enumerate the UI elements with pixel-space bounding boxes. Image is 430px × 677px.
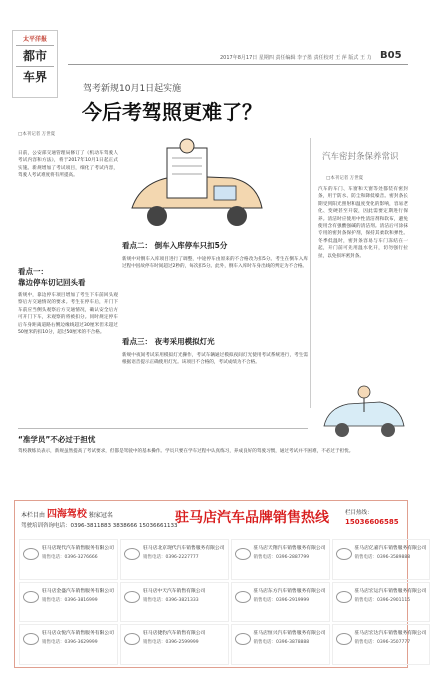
dealer-phone: 销售电话：0396-3816999 — [42, 597, 98, 603]
dealer-phone: 销售电话：0396-2599999 — [142, 640, 199, 646]
dealer-logo-icon — [23, 548, 39, 560]
dealer-logo-icon — [336, 633, 352, 645]
dealer-card — [332, 624, 430, 665]
section-2-title — [122, 240, 227, 251]
dealer-logo-icon — [124, 591, 140, 603]
section-2-label: 看点二： — [122, 241, 152, 250]
dealer-phone: 销售电话：0396-3589888 — [354, 555, 411, 560]
dealer-name: 驻马店现代汽车销售服务有限公司 — [42, 546, 114, 551]
article-kicker: 驾考新规10月1日起实施 — [83, 84, 182, 94]
dealer-card — [231, 539, 330, 580]
ad-hotline-label: 栏目热线： — [345, 510, 373, 516]
car-seal-illustration — [318, 378, 410, 444]
dealer-name: 驻马店宏达汽车销售服务有限公司 — [354, 631, 427, 637]
dealer-card — [332, 539, 430, 580]
issue-meta: 2017年8月17日 星期四 责任编辑 李子墨 责任校对 王 萍 版式 王 力 — [220, 55, 372, 61]
dealer-logo-icon — [235, 633, 251, 645]
ad-hotline-number: 15036606585 — [345, 518, 399, 526]
dealer-name: 驻马店亿嘉汽车销售服务有限公司 — [354, 546, 427, 551]
dealer-ad — [14, 500, 427, 668]
dealer-name: 驻马店中天汽车销售有限公司 — [142, 588, 206, 594]
ad-school-phone: 驾驶培训咨询电话：0396-3811883 3838666 15036661133 — [21, 523, 178, 529]
section-1-text: 新规中，靠边停车项目增加了考生下车前回头观察后方交通情况的要求。考生在停车后，开门下车前应当侧头观察后方交通情况，确认安全后方可开门下车，未观察的将被扣分。同时规定停车后车身距离道路右侧边缘线超过30厘米但未超过50厘米的扣10分，超过50厘米的不合格。 — [18, 293, 118, 336]
dealer-phone: 销售电话：0396-3507777 — [354, 640, 411, 646]
dealer-name: 驻马店东方汽车销售服务有限公司 — [253, 588, 326, 594]
column-divider — [310, 138, 311, 408]
ad-hotline — [345, 509, 399, 527]
section-name-1: 都市 — [22, 49, 47, 63]
dealer-phone: 销售电话：0396-2901115 — [354, 597, 411, 603]
logo-divider — [16, 45, 54, 46]
dealer-name: 驻马店捷豹汽车销售有限公司 — [142, 631, 206, 637]
dealer-phone: 销售电话：0396-3629999 — [42, 640, 98, 646]
ad-sponsor-suffix: 独家冠名 — [88, 512, 113, 519]
section-1-subtitle: 靠边停车切记回头看 — [18, 278, 86, 287]
article-headline: 今后考驾照更难了？ — [82, 100, 262, 124]
quote-text: 驾校教练员表示，新规虽然提高了考试要求，但都是驾驶中的基本操作。学员只要在学车过程中认真练习，养成良好的驾驶习惯，通过考试并不困难，不必过于担忧。 — [18, 449, 354, 454]
dealer-card — [120, 539, 229, 580]
sidebar-byline: □本刊记者 万世夏 — [326, 176, 364, 181]
dealer-card — [120, 582, 229, 623]
dealer-name: 驻马店北京现代汽车销售服务有限公司 — [142, 546, 225, 551]
section-1-label: 看点一： — [18, 267, 48, 276]
section-3-text: 新规中夜间考试采用模拟灯光操作，考试车辆通过模拟夜间灯光使用考试系统进行，考生需根据语音提示正确使用灯光。该项目不合格的，考试成绩为不合格。 — [122, 353, 308, 366]
section-2-text: 新规中对倒车入库项目进行了调整，中途停车由原来的不合格改为扣5分。考生在倒车入库过程中因故停车时间超过2秒的，每次扣5分。此外，倒车入库时车身出线的判定为不合格。 — [122, 257, 308, 270]
article-intro: 日前，公安部交通管理局修订了《机动车驾驶人考试内容和方法》，将于2017年10月1日起正式实施。新规增加了考试项目，细化了考试内容，驾驶人考试难度将有所提高。 — [18, 151, 118, 179]
dealer-phone: 销售电话：0396-3276666 — [42, 555, 98, 560]
ad-headline: 驻马店汽车品牌销售热线 — [175, 510, 329, 526]
dealer-card — [332, 582, 430, 623]
dealer-card — [19, 582, 118, 623]
section-3-label: 看点三： — [122, 337, 152, 346]
dealer-logo-icon — [235, 548, 251, 560]
dealer-phone: 销售电话：0396-3821333 — [142, 597, 199, 603]
dealer-grid — [19, 539, 427, 665]
section-1-title — [18, 266, 48, 277]
ad-header — [15, 501, 407, 537]
quote-rule — [18, 428, 308, 429]
dealer-name: 驻马店众悦汽车销售服务有限公司 — [42, 631, 114, 637]
dealer-name: 驻马店宏运汽车销售服务有限公司 — [354, 588, 427, 594]
section-2-subtitle: 倒车入库停车只扣5分 — [154, 241, 228, 250]
ad-sponsor-prefix: 本栏目由 — [21, 512, 46, 519]
header-rule — [68, 64, 408, 65]
logo-divider — [16, 66, 54, 67]
dealer-name: 驻马店金盛汽车销售服务有限公司 — [42, 588, 114, 594]
paper-name: 太平洋报 — [22, 36, 47, 43]
page-number: B05 — [380, 50, 402, 61]
dealer-logo-icon — [235, 591, 251, 603]
dealer-card — [231, 624, 330, 665]
ad-sponsor — [21, 505, 113, 520]
ad-sponsor-name: 四海驾校 — [46, 509, 87, 520]
dealer-card — [19, 539, 118, 580]
sidebar-text: 汽车的车门、车窗和天窗等处都装有密封条，用于防水、防尘和降低噪音。密封条长期受到阳光照射和温度变化的影响，容易老化、变硬甚至开裂，因此需要定期进行保养。清洁时应使用中性清洁剂和软布，避免使用含有强酸强碱的清洁剂。清洁后可涂抹专用的密封条保护剂，保持其柔软和弹性。冬季低温时，密封条容易与车门冻结在一起，开门前可先用温水化开，切勿强行拉扯，以免损坏密封条。 — [318, 187, 408, 259]
dealer-card — [19, 624, 118, 665]
dealer-phone: 销售电话：0396-2919999 — [253, 597, 310, 603]
dealer-logo-icon — [336, 548, 352, 560]
dealer-card — [120, 624, 229, 665]
dealer-logo-icon — [23, 591, 39, 603]
section-name-2: 车界 — [22, 70, 47, 84]
dealer-logo-icon — [124, 633, 140, 645]
section-3-subtitle: 夜考采用模拟灯光 — [154, 337, 215, 346]
sidebar-title: 汽车密封条保养常识 — [322, 152, 399, 162]
dealer-logo-icon — [124, 548, 140, 560]
dealer-name: 驻马店天翔汽车销售服务有限公司 — [253, 546, 326, 551]
driver-car-illustration — [122, 138, 272, 236]
section-logo — [12, 30, 58, 98]
dealer-logo-icon — [336, 591, 352, 603]
dealer-name: 驻马店恒兴汽车销售服务有限公司 — [253, 631, 326, 637]
dealer-logo-icon — [23, 633, 39, 645]
dealer-card — [231, 582, 330, 623]
dealer-phone: 销售电话：0396-3878888 — [253, 640, 310, 646]
section-3-title — [122, 336, 215, 347]
article-byline: □本刊记者 万世夏 — [18, 132, 56, 137]
quote-title: “准学员”不必过于担忧 — [18, 435, 96, 444]
dealer-phone: 销售电话：0396-2227777 — [142, 555, 199, 560]
dealer-phone: 销售电话：0396-2887799 — [253, 555, 310, 560]
